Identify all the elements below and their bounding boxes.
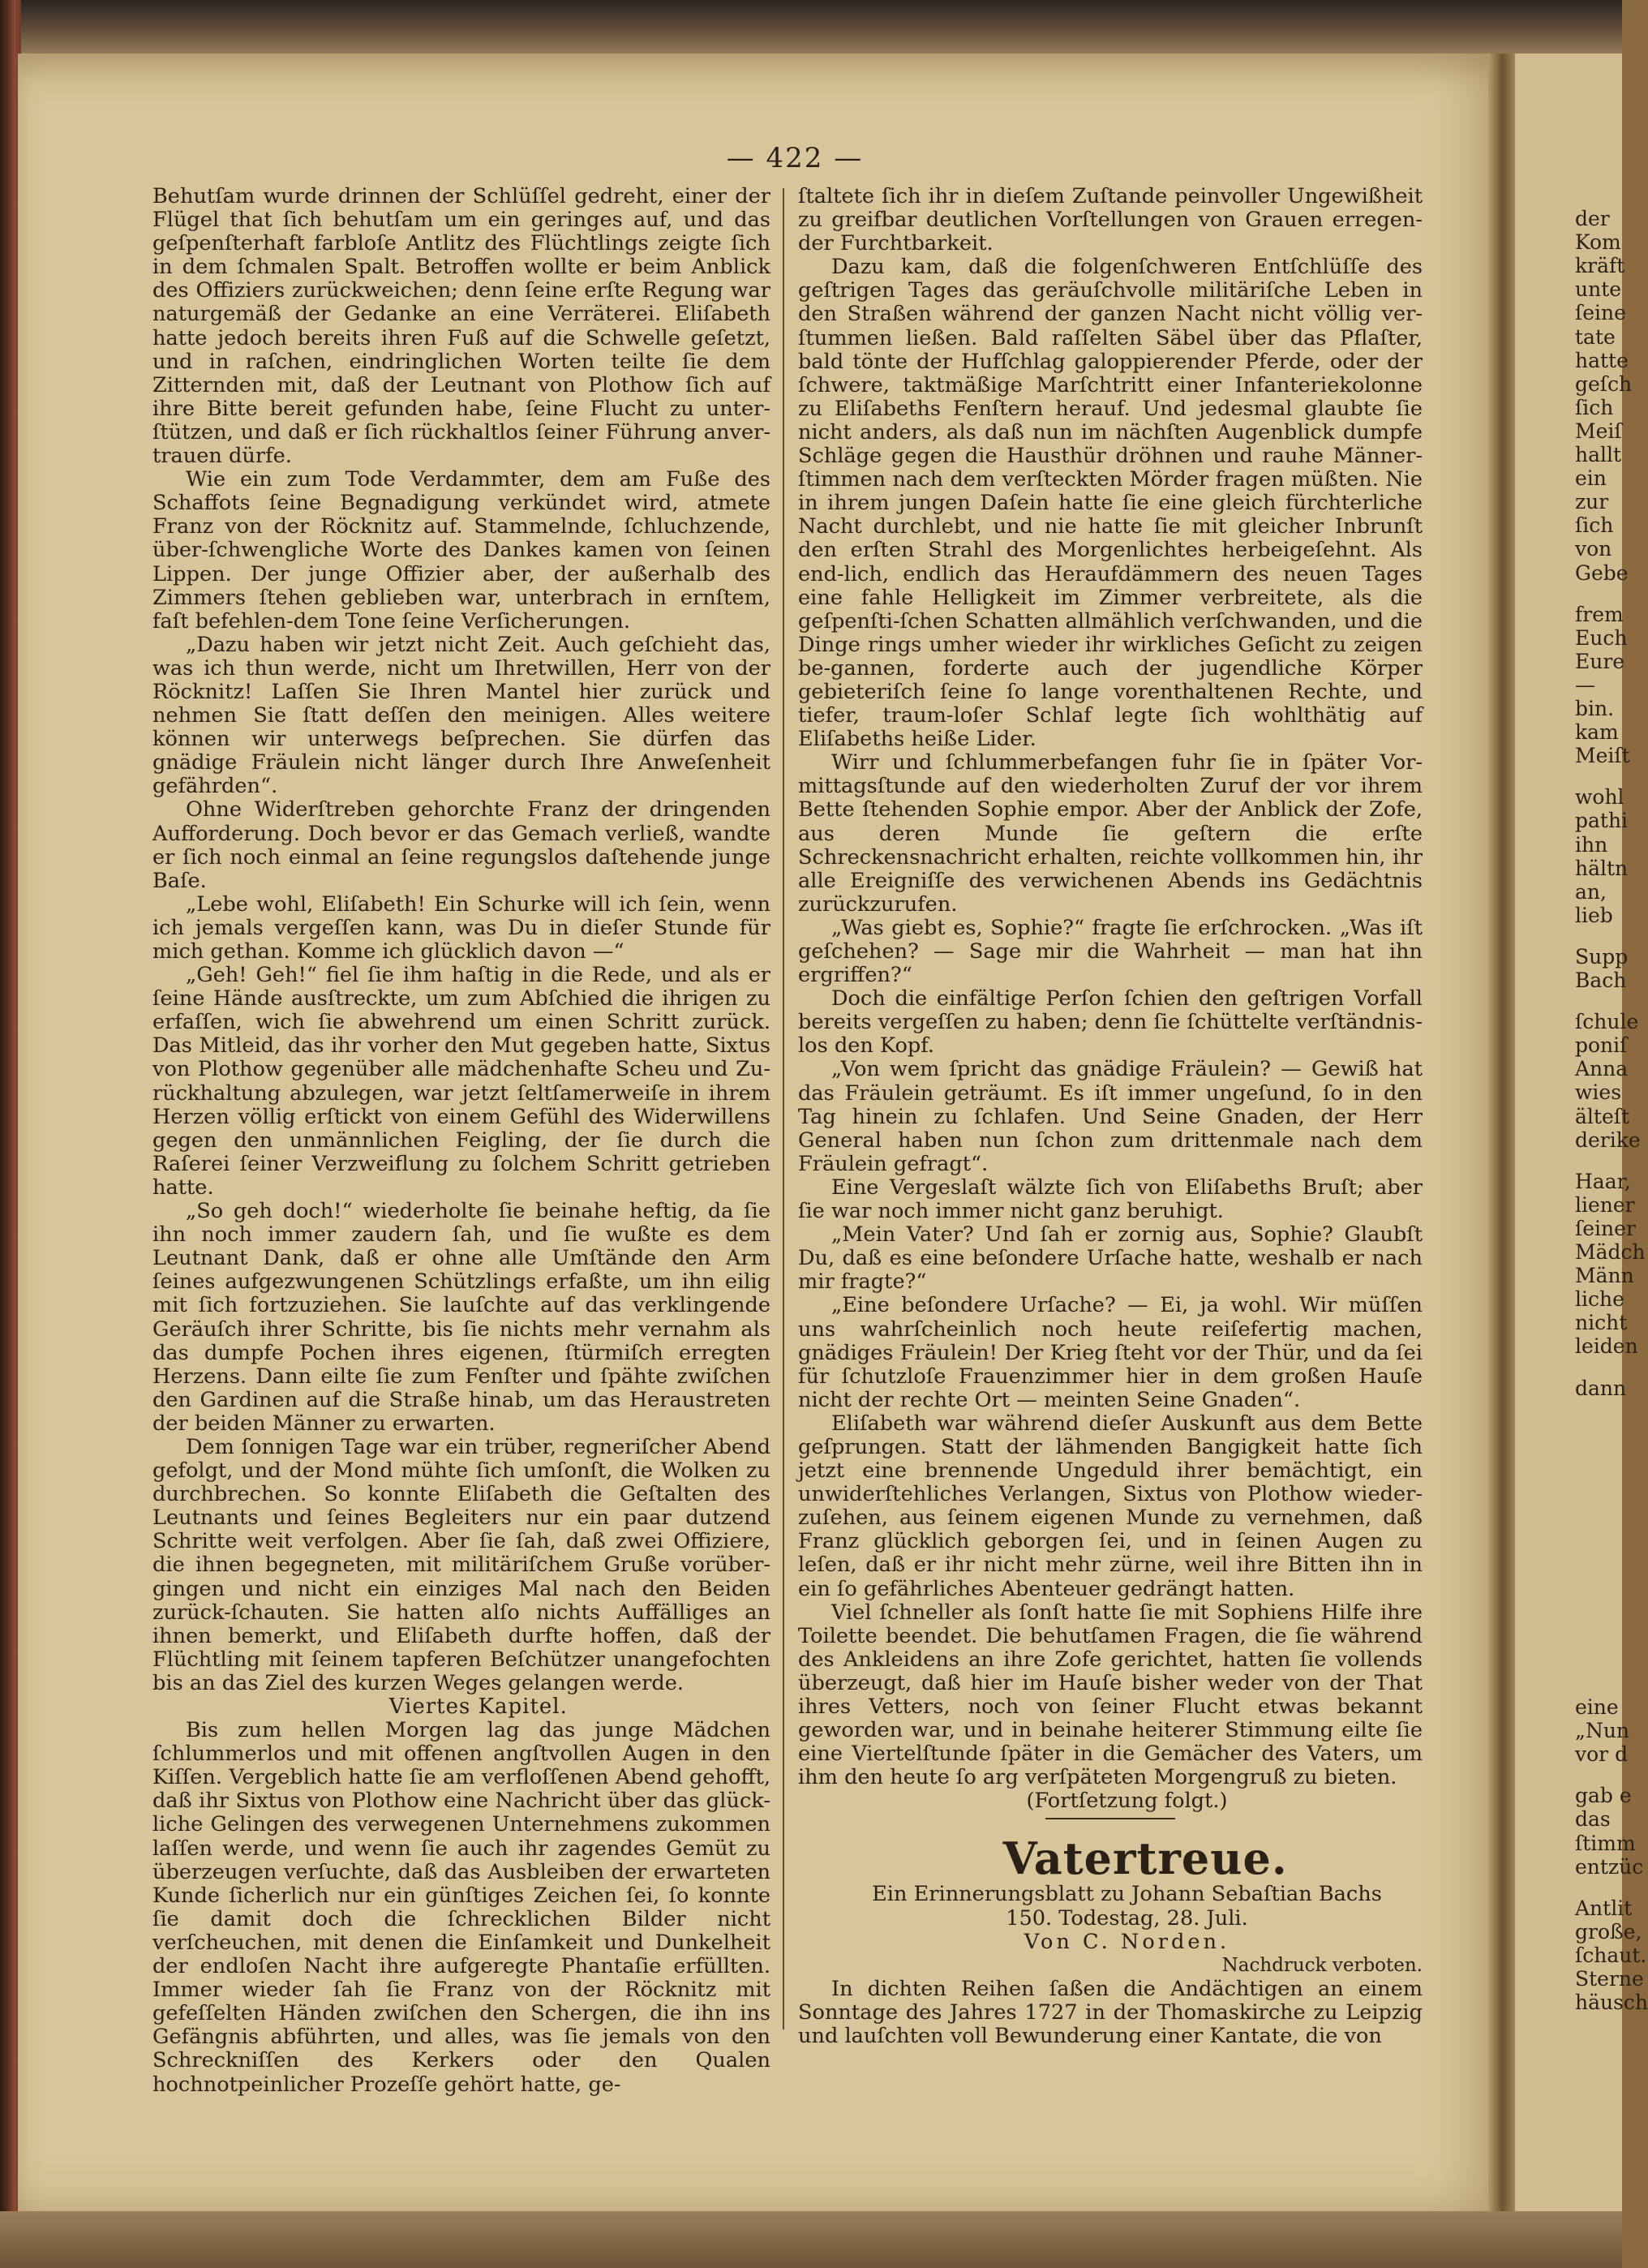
paragraph: „Dazu haben wir jetzt nicht Zeit. Auch geſchieht das, was ich thun werde, nicht um Ihretwillen, Herr von der Röcknitz! Laſſen Sie Ihren Mantel hier zurück und nehmen Sie ſtatt deſſen den meinigen. Alles weitere können wir unterwegs beſprechen. Sie dürfen das gnädige Fräulein nicht länger durch Ihre Anweſenheit gefährden“. <box>152 632 770 799</box>
paragraph: „Eine beſondere Urſache? — Ei, ja wohl. Wir müſſen uns wahrſcheinlich noch heute reiſefertig machen, gnädiges Fräulein! Der Krieg ſteht vor der Thür, und da ſei für ſchutzloſe Frauenzimmer hier in dem großen Hauſe nicht der rechte Ort — meinten Seine Gnaden“. <box>798 1293 1423 1412</box>
adjacent-page-fragment: Eure <box>1575 649 1625 673</box>
paragraph: ſtaltete ſich ihr in dieſem Zuſtande peinvoller Ungewißheit zu greifbar deutlichen Vorſtellungen von Grauen erregen-der Furchtbarkeit. <box>798 184 1423 256</box>
adjacent-page-fragment: tate <box>1575 324 1616 349</box>
article-byline: Von C. Norden. <box>1024 1929 1230 1954</box>
adjacent-page-fragment: Kom <box>1575 230 1621 255</box>
adjacent-page-fragment: Anna <box>1575 1057 1629 1081</box>
adjacent-page-fragment: unte <box>1575 277 1622 302</box>
paragraph: Ohne Widerſtreben gehorchte Franz der dringenden Aufforderung. Doch bevor er das Gemach verließ, wandte er ſich noch einmal an ſeine regungslos daſtehende junge Baſe. <box>152 797 770 893</box>
adjacent-page-fragment: ſeine <box>1575 301 1626 325</box>
adjacent-page-fragment: Mädch <box>1575 1240 1646 1264</box>
adjacent-page-fragment: frem <box>1575 602 1624 626</box>
adjacent-page-fragment: ſeiner <box>1575 1216 1636 1240</box>
adjacent-page-fragment: ſtimm <box>1575 1831 1636 1855</box>
adjacent-page-fragment: pathi <box>1575 809 1629 833</box>
paragraph: Wirr und ſchlummerbefangen fuhr ſie in ſpäter Vor-mittagsſtunde auf den wiederholten Zuruf der vor ihrem Bette ſtehenden Sophie empor. Aber der Anblick der Zofe, aus deren Munde ſie geſtern die erſte Schreckensnachricht erhalten, reichte vollkommen hin, ihr alle Ereigniſſe des verwichenen Abends ins Gedächtnis zurückzurufen. <box>798 750 1423 917</box>
adjacent-page-fragment: Supp <box>1575 944 1629 969</box>
adjacent-page-fragment: das <box>1575 1807 1611 1832</box>
adjacent-page-fragment: Gebe <box>1575 561 1629 585</box>
paragraph: Wie ein zum Tode Verdammter, dem am Fuße des Schaffots ſeine Begnadigung verkündet wird, atmete Franz von der Röcknitz auf. Stammelnde, ſchluchzende, über-ſchwengliche Worte des Dankes kamen von ſeinen Lippen. Der junge Offizier aber, der außerhalb des Zimmers ſtehen geblieben war, unterbrach in ernſtem, faſt befehlen-dem Tone ſeine Verſicherungen. <box>152 467 770 634</box>
adjacent-page-fragment: bin. <box>1575 697 1615 720</box>
adjacent-page-fragment: hallt <box>1575 443 1622 466</box>
adjacent-page-fragment: Männ <box>1575 1264 1634 1288</box>
adjacent-page-fragment: kräft <box>1575 254 1625 278</box>
paragraph: Eine Vergeslaſt wälzte ſich von Eliſabeths Bruſt; aber ſie war noch immer nicht ganz beruhigt. <box>798 1175 1423 1224</box>
adjacent-page-fragment: vor d <box>1575 1742 1629 1767</box>
adjacent-page-fragment: ſchule <box>1575 1010 1639 1034</box>
adjacent-page-fragment: ſchaut. <box>1575 1943 1647 1967</box>
page-number: — 422 — <box>726 142 864 174</box>
adjacent-page-fragment: an, <box>1575 879 1607 904</box>
paragraph: Behutſam wurde drinnen der Schlüſſel gedreht, einer der Flügel that ſich behutſam um ein geringes auf, und das geſpenſterhaft farbloſe Antlitz des Flüchtlings zeigte ſich in dem ſchmalen Spalt. Betroffen wollte er beim Anblick des Offiziers zurückweichen; denn ſeine erſte Regung war naturgemäß der Gedanke an eine Verräterei. Eliſabeth hatte jedoch bereits ihren Fuß auf die Schwelle geſetzt, und in raſchen, eindringlichen Worten teilte ſie dem Zitternden mit, daß der Leutnant von Plothow ſich auf ihre Bitte bereit gefunden habe, ſeine Flucht zu unter-ſtützen, und daß er ſich rückhaltlos ſeiner Führung anver-trauen dürfe. <box>152 184 770 469</box>
paragraph: „Was giebt es, Sophie?“ fragte ſie erſchrocken. „Was iſt geſchehen? — Sage mir die Wahrheit — man hat ihn ergriffen?“ <box>798 915 1423 988</box>
adjacent-page-fragment: wies <box>1575 1080 1622 1105</box>
paragraph: „So geh doch!“ wiederholte ſie beinahe heftig, da ſie ihn noch immer zaudern ſah, und ſie wußte es dem Leutnant Dank, daß er ohne alle Umſtände den Arm ſeines aufgezwungenen Schützlings erfaßte, um ihn eilig mit ſich fortzuziehen. Sie lauſchte auf das verklingende Geräuſch ihrer Schritte, bis ſie nichts mehr vernahm als das dumpfe Pochen ihres eigenen, ſtürmiſch erregten Herzens. Dann eilte ſie zum Fenſter und ſpähte zwiſchen den Gardinen auf die Straße hinab, um das Heraustreten der beiden Männer zu erwarten. <box>152 1199 770 1436</box>
adjacent-page-fragment: liche <box>1575 1287 1624 1312</box>
adjacent-page-fragment: Bach <box>1575 969 1627 992</box>
paragraph: „Geh! Geh!“ fiel ſie ihm haſtig in die Rede, und als er ſeine Hände ausſtreckte, um zum Abſchied die ihrigen zu erfaſſen, wich ſie abwehrend um einen Schritt zurück. Das Mitleid, das ihr vorher den Mut gegeben hatte, Sixtus von Plothow gegenüber alle mädchenhafte Scheu und Zu-rückhaltung abzulegen, war jetzt ſeltſamerweiſe in ihrem Herzen völlig erſtickt von einem Gefühl des Widerwillens gegen den unmännlichen Feigling, der ſie durch die Raſerei ſeiner Verzweiflung zu ſolchem Schritt getrieben hatte. <box>152 963 770 1200</box>
scan-top-edge <box>0 0 1622 57</box>
adjacent-page-fragment: ſich <box>1575 395 1614 419</box>
adjacent-page-fragment: geſch <box>1575 372 1633 396</box>
chapter-heading: Viertes Kapitel. <box>388 1695 568 1719</box>
adjacent-page-fragment: kam <box>1575 720 1619 745</box>
section-rule <box>1045 1818 1175 1819</box>
adjacent-page-fragment: leiden <box>1575 1334 1638 1359</box>
adjacent-page-fragment: liener <box>1575 1192 1635 1217</box>
paragraph: Eliſabeth war während dieſer Auskunft aus dem Bette geſprungen. Statt der lähmenden Bangigkeit hatte ſich jetzt eine brennende Ungeduld ihrer bemächtigt, ein unwiderſtehliches Verlangen, Sixtus von Plothow wieder-zuſehen, aus ſeinem eigenen Munde zu vernehmen, daß Franz glücklich geborgen ſei, und in ſeinen Augen zu leſen, daß er ihr nicht mehr zürne, weil ihre Bitten ihn in ein ſo gefährliches Abenteuer gedrängt hatten. <box>798 1411 1423 1601</box>
page-gutter <box>1488 54 1517 2211</box>
adjacent-page-fragment: ihn <box>1575 832 1608 857</box>
column-divider <box>783 188 784 2030</box>
adjacent-page-fragment: wohl <box>1575 785 1624 810</box>
adjacent-page-fragment: Haar, <box>1575 1169 1631 1193</box>
adjacent-page-fragment: hatte <box>1575 348 1629 372</box>
adjacent-page-fragment: zur <box>1575 490 1609 514</box>
paragraph: Dem ſonnigen Tage war ein trüber, regneriſcher Abend gefolgt, und der Mond mühte ſich umſonſt, die Wolken zu durchbrechen. So konnte Eliſabeth die Geſtalten des Leutnants und ſeines Begleiters nur ein paar dutzend Schritte weit verfolgen. Aber ſie ſah, daß zwei Offiziere, die ihnen begegneten, mit militäriſchem Gruße vorüber-gingen und nicht ein einziges Mal nach den Beiden zurück-ſchauten. Sie hatten alſo nichts Auffälliges an ihnen bemerkt, und Eliſabeth durfte hoffen, daß der Flüchtling mit ſeinem tapferen Beſchützer unangefochten bis an das Ziel des kurzen Weges gelangen werde. <box>152 1434 770 1695</box>
adjacent-page-fragment: häusch <box>1575 1991 1648 2015</box>
paragraph: „Mein Vater? Und ſah er zornig aus, Sophie? Glaubſt Du, daß es eine beſondere Urſache hatte, weshalb er nach mir fragte?“ <box>798 1222 1423 1295</box>
article-subtitle: Ein Erinnerungsblatt zu Johann Sebaſtian Bachs <box>872 1882 1382 1907</box>
adjacent-page-fragment: Meiſt <box>1575 744 1630 768</box>
paragraph: Dazu kam, daß die folgenſchweren Entſchlüſſe des geſtrigen Tages das geräuſchvolle militäriſche Leben in den Straßen während der ganzen Nacht nicht völlig ver-ſtummen ließen. Bald raſſelten Säbel über das Pflaſter, bald tönte der Hufſchlag galoppierender Pferde, oder der ſchwere, taktmäßige Marſchtritt einer Infanteriekolonne zu Eliſabeths Fenſtern herauf. Und jedesmal glaubte ſie nicht anders, als daß nun im nächſten Augenblick dumpfe Schläge gegen die Hausthür dröhnen und rauhe Männer-ſtimmen nach dem verſteckten Mörder fragen müßten. Nie in ihrem jungen Daſein hatte ſie eine gleich fürchterliche Nacht durchlebt, und nie hatte ſie mit gleicher Inbrunſt den erſten Strahl des Morgenlichtes herbeigeſehnt. Als end-lich, endlich das Heraufdämmern des neuen Tages eine fahle Helligkeit im Zimmer verbreitete, als die geſpenſti-ſchen Schatten allmählich verſchwanden, und die Dinge rings umher wieder ihr wirkliches Geſicht zu zeigen be-gannen, forderte auch der jugendliche Körper gebieteriſch ſeine ſo lange vorenthaltenen Rechte, und tiefer, traum-loſer Schlaf legte ſich wohlthätig auf Eliſabeths heiße Lider. <box>798 255 1423 752</box>
adjacent-page-fragment: Euch <box>1575 625 1628 650</box>
adjacent-page-fragment: nicht <box>1575 1311 1628 1335</box>
adjacent-page-fragment: Meiſ <box>1575 419 1622 443</box>
reprint-note: Nachdruck verboten. <box>1221 1954 1423 1976</box>
adjacent-page-fragment: „Nun <box>1575 1719 1630 1743</box>
scan-bottom-edge <box>0 2211 1622 2268</box>
adjacent-page-fragment: Antlit <box>1575 1896 1633 1920</box>
adjacent-page-fragment: von <box>1575 537 1612 561</box>
adjacent-page-fragment: älteſt <box>1575 1104 1630 1128</box>
paragraph: In dichten Reihen ſaßen die Andächtigen an einem Sonntage des Jahres 1727 in der Thomaskirche zu Leipzig und lauſchten voll Bewunderung einer Kantate, die von <box>798 1976 1423 2049</box>
adjacent-page-fragment: ſich <box>1575 513 1614 538</box>
adjacent-page-fragment: derike <box>1575 1128 1641 1152</box>
adjacent-page-fragment: dann <box>1575 1376 1627 1400</box>
paragraph: Viel ſchneller als ſonſt hatte ſie mit Sophiens Hilfe ihre Toilette beendet. Die behutſamen Fragen, die ſie während des Ankleidens an ihre Zofe gerichtet, hatten ſie vollends überzeugt, daß hier im Hauſe bisher weder von der That ihres Vetters, noch von ſeiner Flucht etwas bekannt geworden war, und in beinahe heiterer Stimmung eilte ſie eine Viertelſtunde ſpäter in die Gemächer des Vaters, um ihm den heute ſo arg verſpäteten Morgengruß zu bieten. <box>798 1600 1423 1790</box>
adjacent-page-fragment: große, <box>1575 1919 1642 1944</box>
left-column <box>152 185 770 2097</box>
continued-note: (Fortſetzung folgt.) <box>1026 1789 1228 1814</box>
right-column <box>798 185 1423 2048</box>
adjacent-page-fragment: lieb <box>1575 903 1613 927</box>
adjacent-page-fragment: — <box>1575 672 1595 697</box>
adjacent-page-fragment: der <box>1575 207 1610 230</box>
article-subtitle-date: 150. Todestag, 28. Juli. <box>1006 1905 1248 1931</box>
paragraph: „Von wem ſpricht das gnädige Fräulein? — Gewiß hat das Fräulein geträumt. Es iſt immer ungeſund, ſo in den Tag hinein zu ſchlafen. Und Seine Gnaden, der Herr General haben nun ſchon zum drittenmale nach dem Fräulein gefragt“. <box>798 1057 1423 1176</box>
adjacent-page-fragment: entzüc <box>1575 1854 1644 1879</box>
adjacent-page-fragment: Sterne <box>1575 1967 1644 1991</box>
adjacent-page-fragment: poniſ <box>1575 1033 1628 1058</box>
adjacent-page-fragment: eine <box>1575 1695 1619 1719</box>
adjacent-page-fragment: gab e <box>1575 1784 1632 1808</box>
adjacent-page-fragment: ein <box>1575 466 1607 491</box>
article-title: Vatertreue. <box>1002 1832 1288 1885</box>
paragraph: Bis zum hellen Morgen lag das junge Mädchen ſchlummerlos und mit offenen angſtvollen Augen in den Kiſſen. Vergeblich hatte ſie am verfloſſenen Abend gehofft, daß ihr Sixtus von Plothow eine Nachricht über das glück-liche Gelingen des verwegenen Unternehmens zukommen laſſen werde, und wenn ſie auch ihr zagendes Gemüt zu überzeugen verſuchte, daß das Ausbleiben der erwarteten Kunde ſicherlich nur ein günſtiges Zeichen ſei, ſo konnte ſie damit doch die ſchrecklichen Bilder nicht verſcheuchen, mit denen die Einſamkeit und Dunkelheit der endloſen Nacht ihre aufgeregte Phantaſie erfüllten. Immer wieder ſah ſie Franz von der Röcknitz mit gefeſſelten Händen zwiſchen den Schergen, die ihn ins Gefängnis abführten, und alles, was ſie jemals von den Schreckniſſen des Kerkers oder den Qualen hochnotpeinlicher Prozeſſe gehört hatte, ge- <box>152 1718 770 2097</box>
adjacent-page-fragment: hältn <box>1575 856 1629 880</box>
paragraph: Doch die einfältige Perſon ſchien den geſtrigen Vorfall bereits vergeſſen zu haben; denn ſie ſchüttelte verſtändnis-los den Kopf. <box>798 986 1423 1059</box>
paragraph: „Lebe wohl, Eliſabeth! Ein Schurke will ich ſein, wenn ich jemals vergeſſen kann, was Du in dieſer Stunde für mich gethan. Komme ich glücklich davon —“ <box>152 891 770 964</box>
